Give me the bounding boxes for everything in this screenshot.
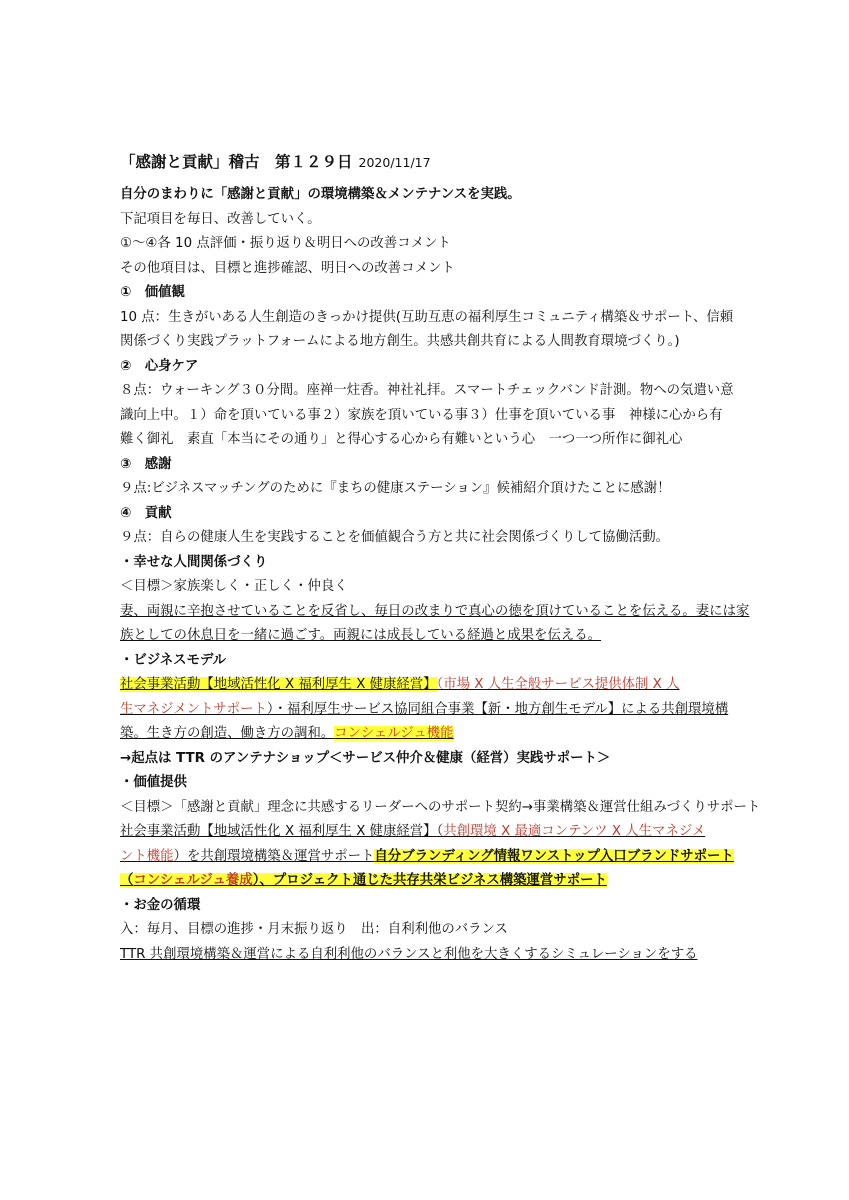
value-text-2: ）を共創環境構築＆運営サポート bbox=[173, 848, 375, 864]
section-1-line-1: 10 点：生きがいある人生創造のきっかけ提供(互助互恵の福利厚生コミュニティ構築＆サポート、信頼 bbox=[120, 309, 734, 325]
business-line-4: →起点は TTR のアンテナショップ＜サービス仲介＆健康（経営）実践サポート＞ bbox=[120, 750, 611, 766]
value-heading: ・価値提供 bbox=[120, 775, 187, 790]
business-highlight-1: 社会事業活動【地域活性化 X 福利厚生 X 健康経営】 bbox=[120, 677, 437, 692]
section-3-line-1: ９点:ビジネスマッチングのために『まちの健康ステーション』候補紹介頂けたことに感謝！ bbox=[120, 481, 671, 496]
business-red-1: （市場 X 人生全般サービス提供体制 X 人 bbox=[436, 677, 680, 692]
section-4-heading: ④ 貢献 bbox=[120, 505, 172, 521]
intro-line-3: ①～④各 10 点評価・振り返り＆明日への改善コメント bbox=[120, 236, 451, 251]
section-3-heading: ③ 感謝 bbox=[120, 456, 172, 472]
intro-line-2: 下記項目を毎日、改善していく。 bbox=[120, 211, 321, 227]
value-line-1 bbox=[120, 820, 740, 845]
section-1-heading: ① 価値観 bbox=[120, 285, 185, 300]
value-red-1: 共創環境 X 最適コンテンツ X 人生マネジメ bbox=[443, 824, 706, 839]
section-2-line-1: ８点：ウォーキング３０分間。座禅一炷香。神社礼拝。スマートチェックバンド計測。物への気遣い意 bbox=[120, 383, 734, 398]
title-text: 「感謝と貢献」稽古 第１２９日 bbox=[120, 153, 353, 171]
section-4-line-1: ９点：自らの健康人生を実践することを価値観合う方と共に社会関係づくりして協働活動。 bbox=[120, 530, 670, 545]
section-2-line-3: 難く御礼 素直「本当にその通り」と得心する心から有難いという心 一つ一つ所作に御礼心 bbox=[120, 432, 683, 447]
relations-goal: ＜目標＞家族楽しく・正しく・仲良く bbox=[120, 579, 348, 594]
business-line-2 bbox=[120, 698, 740, 723]
value-line-2 bbox=[120, 845, 740, 870]
value-highlight-3: ）、プロジェクト通じた共存共栄ビジネス構築運営サポート bbox=[252, 873, 607, 888]
value-red-2: ント機能 bbox=[120, 848, 174, 864]
title-date: 2020/11/17 bbox=[358, 155, 431, 170]
document-content bbox=[120, 150, 761, 967]
relations-line-1: 妻、両親に辛抱させていることを反省し、毎日の改まりで真心の徳を頂けていることを伝える。妻には家 bbox=[120, 603, 750, 619]
money-heading: ・お金の循環 bbox=[120, 897, 201, 913]
business-text-2: ）・福利厚生サービス協同組合事業【新・地方創生モデル】による共創環境構 bbox=[266, 701, 729, 717]
business-red-2: 生マネジメントサポート bbox=[120, 701, 267, 717]
relations-line-2: 族としての休息日を一緒に過ごす。両親には成長している経過と成果を伝える。 bbox=[120, 628, 601, 643]
value-line-3 bbox=[120, 869, 740, 894]
section-1-line-2: 関係づくり実践プラットフォームによる地方創生。共感共創共育による人間教育環境づくり。) bbox=[120, 334, 680, 349]
intro-line-1: 自分のまわりに「感謝と貢献」の環境構築＆メンテナンスを実践。 bbox=[120, 187, 521, 202]
section-2-line-2: 識向上中。１）命を頂いている事２）家族を頂いている事３）仕事を頂いている事 神様に心から有 bbox=[120, 407, 723, 423]
value-concierge: コンシェルジュ養成 bbox=[133, 873, 253, 888]
value-paren-open: （ bbox=[120, 873, 134, 888]
value-highlight-2: 自分ブランディング情報ワンストップ入口ブランドサポート bbox=[374, 848, 734, 864]
intro-line-4: その他項目は、目標と進捗確認、明日への改善コメント bbox=[120, 260, 455, 276]
business-line-3 bbox=[120, 722, 740, 747]
section-2-heading: ② 心身ケア bbox=[120, 358, 199, 374]
value-goal: ＜目標＞「感謝と貢献」理念に共感するリーダーへのサポート契約→事業構築＆運営仕組みづくりサポート bbox=[120, 799, 761, 815]
business-heading: ・ビジネスモデル bbox=[120, 652, 227, 668]
business-concierge: コンシェルジュ機能 bbox=[334, 726, 454, 741]
business-line-1 bbox=[120, 673, 740, 698]
relations-heading: ・幸せな人間関係づくり bbox=[120, 554, 268, 570]
money-line-1: 入：毎月、目標の進捗・月末振り返り 出：自利利他のバランス bbox=[120, 922, 508, 937]
money-line-2: TTR 共創環境構築＆運営による自利利他のバランスと利他を大きくするシミュレーションをする bbox=[120, 946, 698, 962]
document-title bbox=[120, 150, 740, 175]
value-text-1: 社会事業活動【地域活性化 X 福利厚生 X 健康経営】（ bbox=[120, 824, 444, 839]
business-text-3: 築。生き方の創造、働き方の調和。 bbox=[120, 726, 335, 741]
